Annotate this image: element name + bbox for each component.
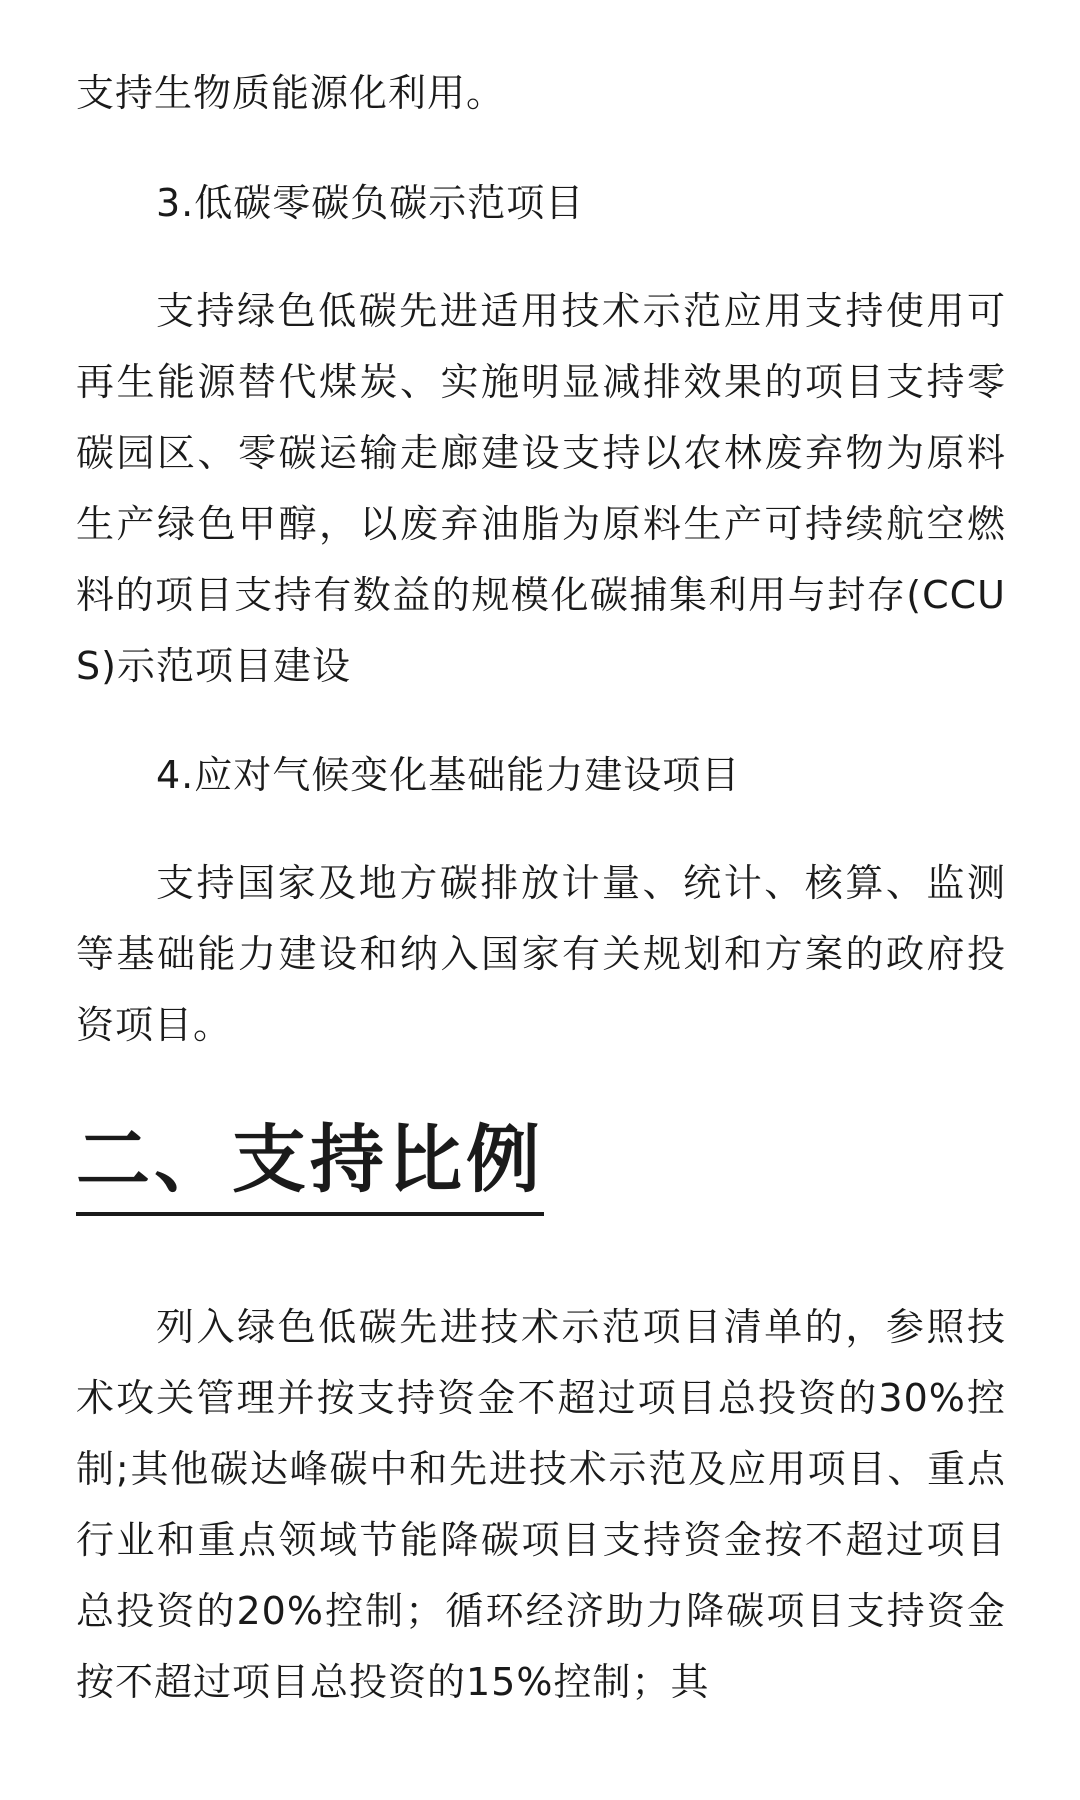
paragraph-biomass-tail: 支持生物质能源化利用。: [76, 71, 506, 115]
section-2-heading: 二、支持比例: [76, 1110, 544, 1216]
section-heading-wrapper: [76, 1110, 544, 1216]
item-3-body: 支持绿色低碳先进适用技术示范应用支持使用可再生能源替代煤炭、实施明显减排效果的项目支持零碳园区、零碳运输走廊建设支持以农林废弃物为原料生产绿色甲醇，以废弃油脂为原料生产可持续航空燃料的项目支持有数益的规模化碳捕集利用与封存(CCUS)示范项目建设: [76, 289, 1006, 688]
item-3-title: 3.低碳零碳负碳示范项目: [156, 181, 585, 225]
item-4-body: 支持国家及地方碳排放计量、统计、核算、监测等基础能力建设和纳入国家有关规划和方案的政府投资项目。: [76, 861, 1006, 1047]
item-4-title: 4.应对气候变化基础能力建设项目: [156, 753, 741, 797]
section-2-body: 列入绿色低碳先进技术示范项目清单的，参照技术攻关管理并按支持资金不超过项目总投资的30%控制;其他碳达峰碳中和先进技术示范及应用项目、重点行业和重点领域节能降碳项目支持资金按不超过项目总投资的20%控制；循环经济助力降碳项目支持资金按不超过项目总投资的15%控制；其: [76, 1305, 1006, 1704]
